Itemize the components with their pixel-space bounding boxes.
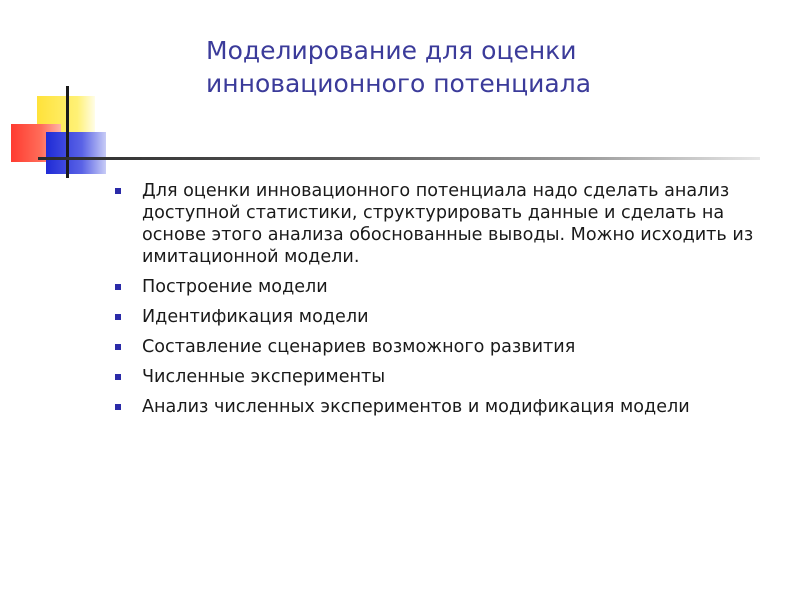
list-item-text: Анализ численных экспериментов и модификация модели bbox=[142, 397, 690, 417]
title-underline bbox=[38, 157, 760, 160]
square-bullet-icon bbox=[115, 188, 121, 194]
list-item-text: Численные эксперименты bbox=[142, 367, 386, 387]
square-bullet-icon bbox=[115, 404, 121, 410]
square-bullet-icon bbox=[115, 344, 121, 350]
bullet-list bbox=[110, 180, 770, 426]
vertical-divider-line bbox=[66, 86, 69, 178]
blue-square bbox=[46, 132, 106, 174]
square-bullet-icon bbox=[115, 284, 121, 290]
list-item bbox=[110, 276, 770, 298]
list-item bbox=[110, 306, 770, 328]
list-item-text: Для оценки инновационного потенциала надо сделать анализ доступной статистики, структурировать данные и сделать на основе этого анализа обоснованные выводы. Можно исходить из имитационной модели. bbox=[142, 181, 754, 267]
square-bullet-icon bbox=[115, 314, 121, 320]
list-item bbox=[110, 336, 770, 358]
square-bullet-icon bbox=[115, 374, 121, 380]
title-line-1: Моделирование для оценки bbox=[206, 36, 577, 65]
title-line-2: инновационного потенциала bbox=[206, 69, 592, 98]
decorative-blocks-logo bbox=[0, 0, 120, 190]
list-item bbox=[110, 396, 770, 418]
list-item bbox=[110, 180, 770, 268]
list-item-text: Составление сценариев возможного развития bbox=[142, 337, 576, 357]
list-item-text: Идентификация модели bbox=[142, 307, 369, 327]
list-item-text: Построение модели bbox=[142, 277, 328, 297]
slide-title bbox=[206, 34, 766, 100]
list-item bbox=[110, 366, 770, 388]
